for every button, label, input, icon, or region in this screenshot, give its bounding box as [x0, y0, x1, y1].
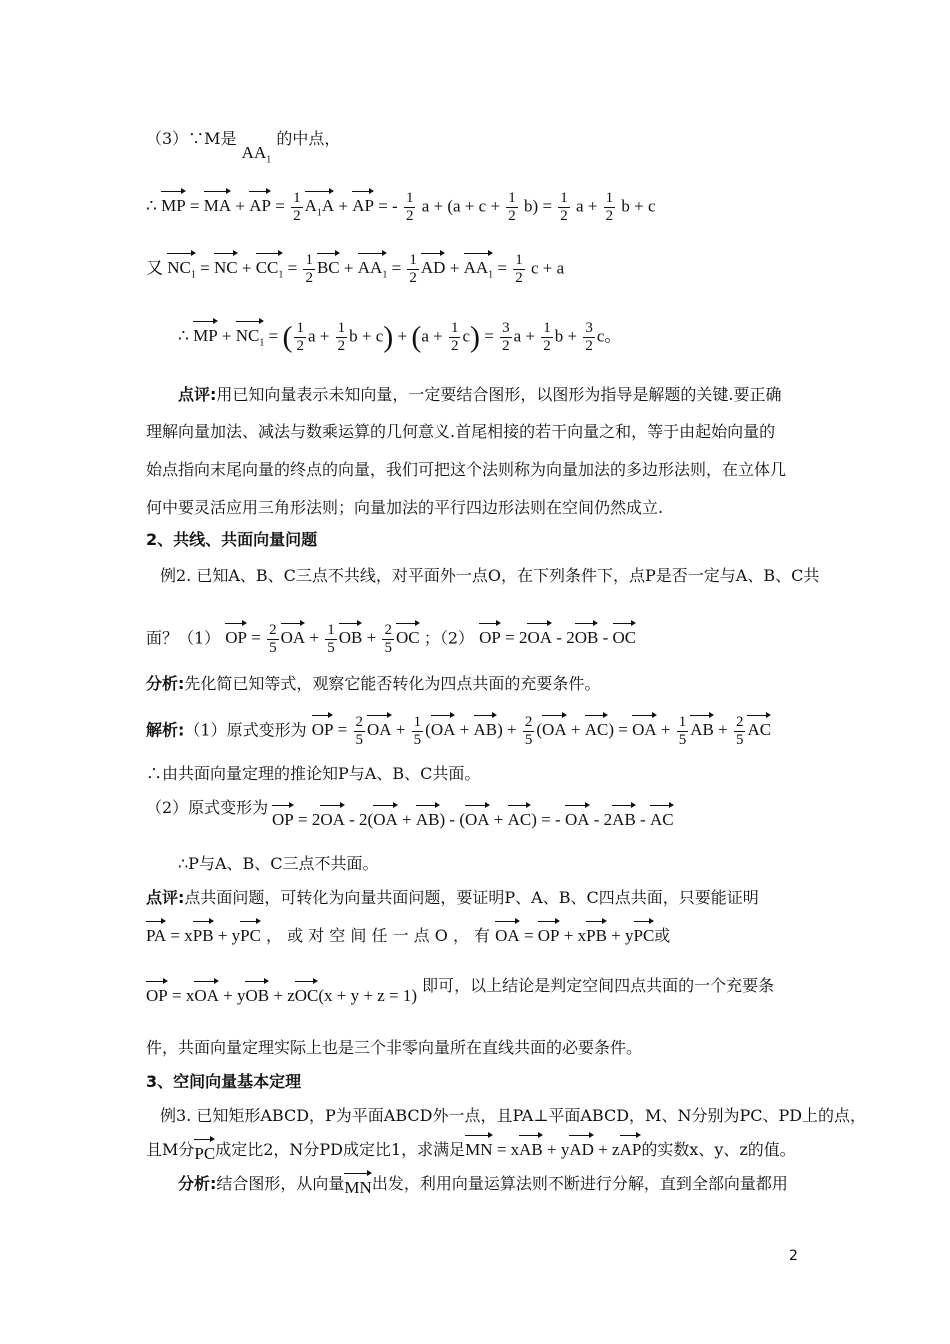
equation-mn: MN = xAB + yAD + zAP	[465, 1140, 641, 1159]
equation-mp: ∴ MP = MA + AP = $\frac{1}{2}$ $A_1A$ + AP = - $\frac{1}{2}$ a + (a + c + $\frac{1}{2}$ b) = $\frac{1}{2}$ a + $\frac{1}{2}$ b + c	[146, 190, 656, 224]
section-heading-2: 2、共线、共面向量问题	[146, 530, 318, 549]
example-3-line2	[146, 1138, 796, 1162]
question-label: 面？（1）	[146, 628, 221, 648]
condition-1: OP = $\frac{2}{5}$ OA + $\frac{1}{5}$ OB + $\frac{2}{5}$ OC	[225, 622, 420, 656]
text: （3）∵M是	[146, 129, 237, 148]
analysis-3	[178, 1172, 788, 1196]
equation-sum: ∴ MP + $NC_1$ = ( $\frac{1}{2}$ a + $\frac{1}{2}$ b + c) + (a + $\frac{1}{2}$ c) = $\frac{3}{2}$ a + $\frac{1}{2}$ b + $\frac{3}{2}$ c。	[178, 320, 622, 354]
comment-text: 用已知向量表示未知向量，一定要结合图形，以图形为指导是解题的关键.要正确	[216, 385, 782, 404]
solution-2	[146, 714, 771, 749]
part-2-label: （2）原式变形为	[146, 798, 269, 817]
section-heading-3: 3、空间向量基本定理	[146, 1072, 302, 1091]
line-3	[146, 127, 341, 166]
therefore-sign: ∴	[178, 326, 189, 346]
solution-equation: OP = $\frac{2}{5}$ OA + $\frac{1}{5}$ (OA + AB) + $\frac{2}{5}$ (OA + AC) = OA + $\frac{1}{5}$ AB + $\frac{2}{5}$ AC	[311, 714, 772, 748]
comment-label: 点评:	[146, 888, 185, 907]
comment2-line3	[146, 974, 775, 1005]
example-3-line1: 例3. 已知矩形ABCD，P为平面ABCD外一点，且PA⊥平面ABCD，M、N分别为PC、PD上的点，	[160, 1106, 867, 1125]
text: 的中点，	[276, 129, 341, 148]
analysis-label: 分析:	[178, 1174, 217, 1193]
comment2-line2	[146, 924, 670, 948]
analysis-text: 结合图形，从向量	[216, 1174, 345, 1193]
also-text: 又	[146, 258, 163, 278]
vec-mn: MN	[344, 1176, 371, 1200]
comment1-line1	[178, 383, 782, 407]
text: 成定比2，N分PD成定比1，求满足	[215, 1140, 466, 1159]
comment2-line1	[146, 886, 759, 910]
equation-pa: PA = xPB + yPC	[146, 926, 261, 945]
equation-op: OP = xOA + yOB + zOC(x + y + z = 1)	[146, 986, 417, 1005]
conclusion-1: ∴由共面向量定理的推论知P与A、B、C共面。	[146, 764, 481, 783]
analysis-text: 先化简已知等式，观察它能否转化为四点共面的充要条件。	[184, 674, 601, 693]
equation-oa: OA = OP + xPB + yPC	[495, 926, 654, 945]
comment1-line3: 始点指向末尾向量的终点的向量，我们可把这个法则称为向量加法的多边形法则，在立体几	[146, 460, 787, 479]
math-aa1: $AA_1$	[241, 143, 272, 166]
analysis-label: 分析:	[146, 674, 185, 693]
example-2: 例2. 已知A、B、C三点不共线，对平面外一点O，在下列条件下，点P是否一定与A、B、C共	[160, 566, 820, 585]
page-number: 2	[789, 1248, 798, 1264]
analysis-text: 出发，利用向量运算法则不断进行分解，直到全部向量都用	[371, 1174, 788, 1193]
text: 的实数x、y、z的值。	[641, 1140, 796, 1159]
comment-mid: ， 或 对 空 间 任 一 点 O ， 有	[266, 926, 491, 945]
solution-label: 解析:	[146, 720, 185, 740]
condition-2: OP = 2OA - 2OB - OC	[479, 628, 636, 647]
or-text: 或	[654, 926, 671, 945]
vec-pc: PC	[194, 1142, 215, 1166]
part-2-equation: OP = 2OA - 2(OA + AB) - (OA + AC) = - OA - 2AB - AC	[272, 808, 674, 832]
comment2-line4: 件，共面向量定理实际上也是三个非零向量所在直线共面的必要条件。	[146, 1038, 643, 1057]
period: 。	[604, 326, 622, 346]
analysis-2	[146, 672, 600, 696]
example-2-question	[146, 622, 636, 657]
comment1-line2: 理解向量加法、减法与数乘运算的几何意义.首尾相接的若干向量之和，等于由起始向量的	[146, 422, 776, 441]
therefore-sign: ∴	[146, 196, 157, 216]
comment1-line4: 何中要灵活应用三角形法则；向量加法的平行四边形法则在空间仍然成立.	[146, 498, 664, 517]
conclusion-2: ∴P与A、B、C三点不共面。	[178, 854, 379, 873]
comment-label: 点评:	[178, 385, 217, 404]
solution-text: （1）原式变形为	[184, 720, 307, 740]
comment-text: 即可，以上结论是判定空间四点共面的一个充要条	[422, 976, 775, 995]
question-label-2: ；（2）	[423, 628, 475, 648]
part-2	[146, 796, 268, 820]
equation-nc1: 又 $NC_1$ = NC + $CC_1$ = $\frac{1}{2}$ BC + $AA_1$ = $\frac{1}{2}$ AD + $AA_1$ = $\frac{1}{2}$ c + a	[146, 252, 565, 286]
comment-text: 点共面问题，可转化为向量共面问题，要证明P、A、B、C四点共面，只要能证明	[184, 888, 759, 907]
text: 且M分	[146, 1140, 195, 1159]
